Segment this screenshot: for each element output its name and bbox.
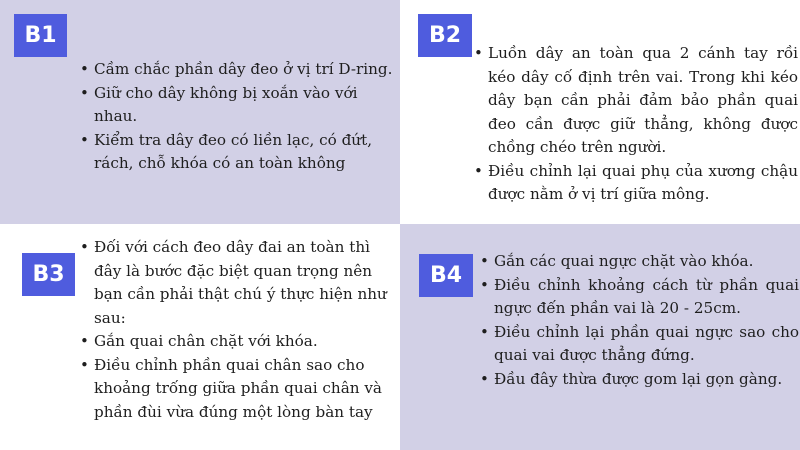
step-4-item: • Đầu đây thừa được gom lại gọn gàng.: [494, 368, 799, 392]
step-4-item: • Gắn các quai ngực chặt vào khóa.: [494, 250, 799, 274]
step-3-item: • Gắn quai chân chặt với khóa.: [94, 330, 394, 354]
step-4-badge: B4: [419, 254, 473, 297]
step-4-list: [478, 250, 799, 391]
step-2-list: [472, 42, 798, 207]
step-1-item: • Giữ cho dây không bị xoắn vào với nhau.: [94, 82, 394, 129]
step-1-item: • Cầm chắc phần dây đeo ở vị trí D-ring.: [94, 58, 394, 82]
step-3-item: • Đối với cách đeo dây đai an toàn thì đây là bước đặc biệt quan trọng nên bạn cần phải thật chú ý thực hiện như sau:: [94, 236, 394, 330]
step-3-item: • Điều chỉnh phần quai chân sao cho khoảng trống giữa phần quai chân và phần đùi vừa đúng một lòng bàn tay: [94, 354, 394, 425]
step-1-item: • Kiểm tra dây đeo có liền lạc, có đứt, rách, chỗ khóa có an toàn không: [94, 129, 394, 176]
step-4-item: • Điều chỉnh lại phần quai ngực sao cho quai vai được thẳng đứng.: [494, 321, 799, 368]
step-1-badge: B1: [14, 14, 67, 57]
step-4-item: • Điều chỉnh khoảng cách từ phần quai ngực đến phần vai là 20 - 25cm.: [494, 274, 799, 321]
step-2-item: • Luồn dây an toàn qua 2 cánh tay rồi kéo dây cố định trên vai. Trong khi kéo dây bạn cần phải đảm bảo phần quai đeo cần được giữ thẳng, không được chồng chéo trên người.: [488, 42, 798, 160]
step-2-badge: B2: [418, 14, 472, 57]
step-1-list: [78, 58, 394, 176]
step-3-list: [78, 236, 394, 424]
step-2-item: • Điều chỉnh lại quai phụ của xương chậu được nằm ở vị trí giữa mông.: [488, 160, 798, 207]
step-3-badge: B3: [22, 253, 75, 296]
